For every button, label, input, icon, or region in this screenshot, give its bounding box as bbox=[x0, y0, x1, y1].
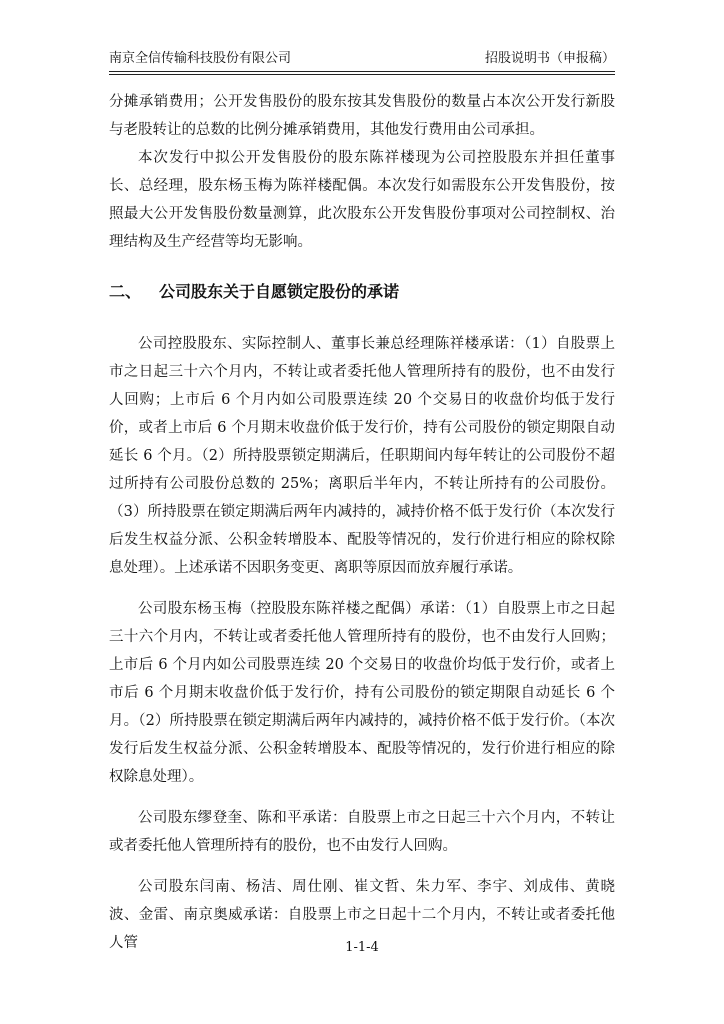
section-title: 公司股东关于自愿锁定股份的承诺 bbox=[159, 282, 400, 301]
header-company-name: 南京全信传输科技股份有限公司 bbox=[109, 51, 292, 66]
page-number: 1-1-4 bbox=[345, 940, 379, 955]
section-heading bbox=[109, 256, 615, 330]
document-body bbox=[109, 88, 615, 957]
header-divider bbox=[109, 71, 615, 72]
paragraph-spouse-commitment: 公司股东杨玉梅（控股股东陈祥楼之配偶）承诺：（1）自股票上市之日起三十六个月内，不转让或者委托他人管理所持有的股份，也不由发行人回购；上市后 6 个月内如公司股票连续 20 个交易日的收盘价均低于发行价，或者上市后 6 个月期末收盘价低于发行价，持有公司股份的锁定期限自动延长 6 个月。（2）所持股票在锁定期满后两年内减持的，减持价格不低于发行价。（本次发行后发生权益分派、公积金转增股本、配股等情况的，发行价进行相应的除权除息处理）。 bbox=[109, 601, 615, 785]
page-header bbox=[109, 49, 615, 69]
paragraph-controlling-shareholder-commitment: 公司控股股东、实际控制人、董事长兼总经理陈祥楼承诺：（1）自股票上市之日起三十六个月内，不转让或者委托他人管理所持有的股份，也不由发行人回购；上市后 6 个月内如公司股票连续 20 个交易日的收盘价均低于发行价，或者上市后 6 个月期末收盘价低于发行价，持有公司股份的锁定期限自动延长 6 个月。（2）所持股票锁定期满后，任职期间内每年转让的公司股份不超过所持有公司股份总数的 25%；离职后半年内，不转让所持有的公司股份。（3）所持股票在锁定期满后两年内减持的，减持价格不低于发行价（本次发行后发生权益分派、公积金转增股本、配股等情况的，发行价进行相应的除权除息处理）。上述承诺不因职务变更、离职等原因而放弃履行承诺。 bbox=[109, 336, 615, 576]
header-document-type: 招股说明书（申报稿） bbox=[484, 51, 615, 66]
header-divider-secondary bbox=[109, 74, 615, 75]
section-number: 二、 bbox=[109, 282, 142, 301]
paragraph-underwriting-fees: 分摊承销费用；公开发售股份的股东按其发售股份的数量占本次公开发行新股与老股转让的总数的比例分摊承销费用，其他发行费用由公司承担。 bbox=[109, 94, 615, 138]
paragraph-shareholders-36-months: 公司股东缪登奎、陈和平承诺：自股票上市之日起三十六个月内，不转让或者委托他人管理所持有的股份，也不由发行人回购。 bbox=[109, 810, 615, 854]
paragraph-shareholders-12-months: 公司股东闫南、杨洁、周仕刚、崔文哲、朱力军、李宇、刘成伟、黄晓波、金雷、南京奥威承诺：自股票上市之日起十二个月内，不转让或者委托他人管 bbox=[109, 879, 615, 951]
paragraph-selling-shareholders: 本次发行中拟公开发售股份的股东陈祥楼现为公司控股股东并担任董事长、总经理，股东杨玉梅为陈祥楼配偶。本次发行如需股东公开发售股份，按照最大公开发售股份数量测算，此次股东公开发售股份事项对公司控制权、治理结构及生产经营等均无影响。 bbox=[109, 150, 615, 250]
